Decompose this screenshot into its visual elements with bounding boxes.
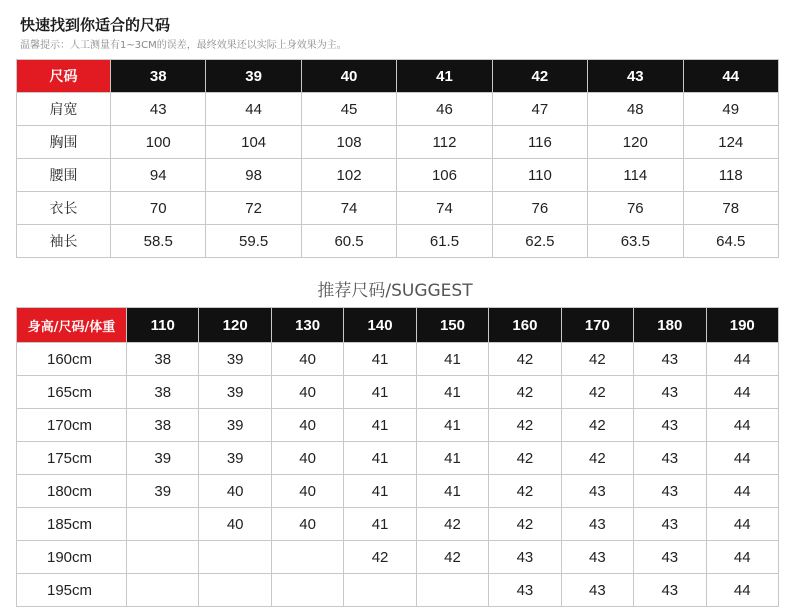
table-cell: 40 xyxy=(199,475,271,508)
table-cell: 44 xyxy=(706,409,779,442)
recommend-corner-header: 身高/尺码/体重 xyxy=(17,308,127,343)
table-cell: 58.5 xyxy=(111,225,206,258)
table-cell xyxy=(271,574,343,607)
row-label: 170cm xyxy=(17,409,127,442)
recommend-row xyxy=(17,376,779,409)
table-cell: 41 xyxy=(416,376,488,409)
table-cell xyxy=(127,574,199,607)
row-label: 胸围 xyxy=(17,126,111,159)
table-cell: 43 xyxy=(489,541,561,574)
table-cell: 41 xyxy=(344,475,416,508)
table-cell: 116 xyxy=(492,126,587,159)
table-cell: 43 xyxy=(561,475,633,508)
table-cell: 40 xyxy=(271,508,343,541)
table-cell: 43 xyxy=(634,442,706,475)
table-cell: 76 xyxy=(588,192,683,225)
row-label: 175cm xyxy=(17,442,127,475)
table-cell: 104 xyxy=(206,126,301,159)
table-cell: 42 xyxy=(489,376,561,409)
table-cell: 108 xyxy=(301,126,396,159)
table-cell: 70 xyxy=(111,192,206,225)
table-cell: 110 xyxy=(492,159,587,192)
size-row xyxy=(17,93,779,126)
table-cell: 43 xyxy=(561,574,633,607)
row-label: 185cm xyxy=(17,508,127,541)
table-cell: 44 xyxy=(706,508,779,541)
size-chart-table xyxy=(16,59,779,258)
table-cell: 78 xyxy=(683,192,778,225)
table-cell: 43 xyxy=(634,508,706,541)
table-cell: 44 xyxy=(706,574,779,607)
table-cell: 44 xyxy=(706,376,779,409)
table-cell: 40 xyxy=(271,475,343,508)
row-label: 165cm xyxy=(17,376,127,409)
recommend-row xyxy=(17,442,779,475)
size-header-cell: 42 xyxy=(492,60,587,93)
table-cell: 42 xyxy=(561,442,633,475)
table-cell: 42 xyxy=(489,409,561,442)
table-cell: 74 xyxy=(301,192,396,225)
table-cell: 45 xyxy=(301,93,396,126)
table-cell: 41 xyxy=(344,409,416,442)
size-header-cell: 44 xyxy=(683,60,778,93)
weight-header-cell: 180 xyxy=(634,308,706,343)
weight-header-cell: 140 xyxy=(344,308,416,343)
table-cell: 43 xyxy=(634,541,706,574)
table-cell: 44 xyxy=(706,475,779,508)
size-header-cell: 41 xyxy=(397,60,492,93)
table-cell: 46 xyxy=(397,93,492,126)
weight-header-cell: 190 xyxy=(706,308,779,343)
size-header-row xyxy=(17,60,779,93)
table-cell: 40 xyxy=(271,409,343,442)
size-header-cell: 39 xyxy=(206,60,301,93)
table-cell xyxy=(199,541,271,574)
table-cell: 42 xyxy=(561,343,633,376)
page-subtitle: 温馨提示：人工测量有1~3CM的误差，最终效果还以实际上身效果为主。 xyxy=(20,40,347,51)
size-row xyxy=(17,126,779,159)
weight-header-cell: 120 xyxy=(199,308,271,343)
table-cell: 43 xyxy=(634,475,706,508)
weight-header-cell: 110 xyxy=(127,308,199,343)
table-cell: 39 xyxy=(199,343,271,376)
table-cell: 49 xyxy=(683,93,778,126)
table-cell: 47 xyxy=(492,93,587,126)
table-cell: 38 xyxy=(127,376,199,409)
table-cell: 60.5 xyxy=(301,225,396,258)
row-label: 肩宽 xyxy=(17,93,111,126)
table-cell: 41 xyxy=(416,343,488,376)
table-cell: 124 xyxy=(683,126,778,159)
table-cell: 38 xyxy=(127,343,199,376)
row-label: 160cm xyxy=(17,343,127,376)
table-cell: 39 xyxy=(127,475,199,508)
table-cell xyxy=(199,574,271,607)
recommend-row xyxy=(17,343,779,376)
table-cell: 64.5 xyxy=(683,225,778,258)
table-cell: 112 xyxy=(397,126,492,159)
table-cell: 114 xyxy=(588,159,683,192)
table-cell: 40 xyxy=(271,343,343,376)
table-cell: 94 xyxy=(111,159,206,192)
table-cell: 43 xyxy=(634,376,706,409)
table-cell: 76 xyxy=(492,192,587,225)
table-cell: 48 xyxy=(588,93,683,126)
recommend-row xyxy=(17,508,779,541)
row-label: 190cm xyxy=(17,541,127,574)
table-cell: 44 xyxy=(206,93,301,126)
table-cell: 118 xyxy=(683,159,778,192)
table-cell: 120 xyxy=(588,126,683,159)
table-cell: 43 xyxy=(111,93,206,126)
table-cell: 72 xyxy=(206,192,301,225)
table-cell: 41 xyxy=(416,409,488,442)
table-cell: 42 xyxy=(489,343,561,376)
table-cell: 39 xyxy=(199,442,271,475)
table-cell: 42 xyxy=(489,442,561,475)
recommend-size-table xyxy=(16,307,779,607)
table-cell: 42 xyxy=(416,508,488,541)
weight-header-cell: 150 xyxy=(416,308,488,343)
table-cell: 98 xyxy=(206,159,301,192)
table-cell: 40 xyxy=(199,508,271,541)
table-cell: 38 xyxy=(127,409,199,442)
suggest-section-title: 推荐尺码/SUGGEST xyxy=(317,281,473,301)
table-cell: 42 xyxy=(489,475,561,508)
table-cell: 74 xyxy=(397,192,492,225)
table-cell: 42 xyxy=(561,376,633,409)
table-cell: 40 xyxy=(271,376,343,409)
table-cell: 39 xyxy=(199,409,271,442)
table-cell: 43 xyxy=(634,343,706,376)
table-cell: 43 xyxy=(634,409,706,442)
table-cell: 100 xyxy=(111,126,206,159)
table-cell: 41 xyxy=(416,475,488,508)
table-cell: 39 xyxy=(127,442,199,475)
table-cell: 41 xyxy=(344,376,416,409)
table-cell: 41 xyxy=(344,442,416,475)
table-cell: 42 xyxy=(416,541,488,574)
table-cell: 42 xyxy=(561,409,633,442)
size-row xyxy=(17,225,779,258)
table-cell: 41 xyxy=(344,343,416,376)
table-cell: 63.5 xyxy=(588,225,683,258)
table-cell: 43 xyxy=(634,574,706,607)
recommend-row xyxy=(17,574,779,607)
weight-header-cell: 130 xyxy=(271,308,343,343)
table-cell: 40 xyxy=(271,442,343,475)
weight-header-cell: 160 xyxy=(489,308,561,343)
row-label: 衣长 xyxy=(17,192,111,225)
table-cell: 41 xyxy=(416,442,488,475)
size-header-cell: 38 xyxy=(111,60,206,93)
table-cell: 44 xyxy=(706,442,779,475)
size-header-cell: 40 xyxy=(301,60,396,93)
table-cell: 44 xyxy=(706,343,779,376)
table-cell: 43 xyxy=(561,541,633,574)
recommend-header-row xyxy=(17,308,779,343)
weight-header-cell: 170 xyxy=(561,308,633,343)
table-cell: 39 xyxy=(199,376,271,409)
size-row xyxy=(17,159,779,192)
table-cell xyxy=(127,541,199,574)
recommend-row xyxy=(17,541,779,574)
table-cell xyxy=(344,574,416,607)
table-cell: 43 xyxy=(561,508,633,541)
size-corner-header: 尺码 xyxy=(17,60,111,93)
recommend-row xyxy=(17,475,779,508)
table-cell: 42 xyxy=(489,508,561,541)
size-row xyxy=(17,192,779,225)
row-label: 袖长 xyxy=(17,225,111,258)
table-cell: 41 xyxy=(344,508,416,541)
table-cell xyxy=(416,574,488,607)
table-cell: 102 xyxy=(301,159,396,192)
table-cell xyxy=(127,508,199,541)
row-label: 180cm xyxy=(17,475,127,508)
table-cell: 42 xyxy=(344,541,416,574)
row-label: 腰围 xyxy=(17,159,111,192)
table-cell: 106 xyxy=(397,159,492,192)
size-header-cell: 43 xyxy=(588,60,683,93)
recommend-row xyxy=(17,409,779,442)
page-title: 快速找到你适合的尺码 xyxy=(20,16,171,34)
table-cell: 44 xyxy=(706,541,779,574)
table-cell: 59.5 xyxy=(206,225,301,258)
row-label: 195cm xyxy=(17,574,127,607)
table-cell: 61.5 xyxy=(397,225,492,258)
table-cell: 62.5 xyxy=(492,225,587,258)
table-cell xyxy=(271,541,343,574)
table-cell: 43 xyxy=(489,574,561,607)
